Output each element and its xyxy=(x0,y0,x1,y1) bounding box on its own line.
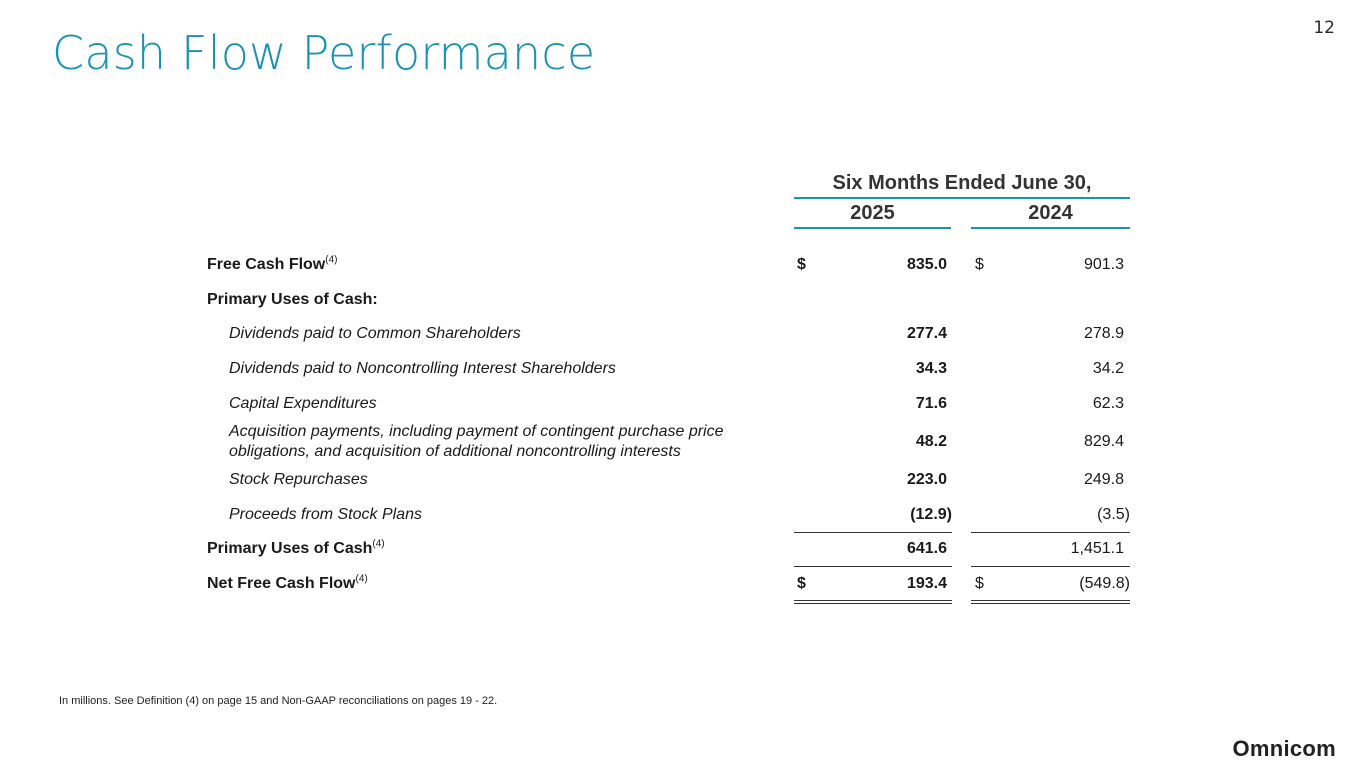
currency-symbol-2024: $ xyxy=(975,575,984,592)
table-row xyxy=(0,358,1365,380)
value-2025: 34.3 xyxy=(915,360,947,377)
subtotal-rule-2025 xyxy=(794,532,952,533)
table-row-net-free-cash-flow xyxy=(0,573,1365,595)
value-2024: 278.9 xyxy=(1083,325,1124,342)
total-rule-2024 xyxy=(971,566,1130,567)
subtotal-rule-2024 xyxy=(971,532,1130,533)
row-label: Primary Uses of Cash$^{(4)}$ xyxy=(207,538,385,557)
currency-symbol-2024: $ xyxy=(975,256,984,273)
value-2024: 62.3 xyxy=(1092,395,1124,412)
value-2025: 277.4 xyxy=(906,325,947,342)
row-label: Capital Expenditures xyxy=(229,395,377,412)
row-label: Proceeds from Stock Plans xyxy=(229,506,422,523)
year-header-2025: 2025 xyxy=(794,202,951,229)
row-label: Free Cash Flow$^{(4)}$ xyxy=(207,254,338,273)
value-2024: 1,451.1 xyxy=(1070,540,1124,557)
table-row xyxy=(0,393,1365,415)
page-title: Cash Flow Performance xyxy=(52,26,596,80)
value-2025: 48.2 xyxy=(915,433,947,450)
page-number: 12 xyxy=(1313,18,1335,38)
value-2024: (549.8) xyxy=(1079,575,1130,592)
year-header-2024: 2024 xyxy=(971,202,1130,229)
value-2025: 193.4 xyxy=(906,575,947,592)
value-2024: 901.3 xyxy=(1083,256,1124,273)
value-2025: 835.0 xyxy=(906,256,947,273)
table-row xyxy=(0,469,1365,491)
value-2024: 249.8 xyxy=(1083,471,1124,488)
value-2024: 34.2 xyxy=(1092,360,1124,377)
table-row-section-header xyxy=(0,289,1365,311)
row-label: Stock Repurchases xyxy=(229,471,368,488)
value-2024: (3.5) xyxy=(1097,506,1130,523)
value-2025: 641.6 xyxy=(906,540,947,557)
row-label: Dividends paid to Noncontrolling Interest Shareholders xyxy=(229,360,616,377)
company-logo: Omnicom xyxy=(1232,736,1336,761)
table-row xyxy=(0,504,1365,526)
value-2025: 223.0 xyxy=(906,471,947,488)
table-row xyxy=(0,323,1365,345)
row-label: Dividends paid to Common Shareholders xyxy=(229,325,521,342)
value-2024: 829.4 xyxy=(1083,433,1124,450)
period-header: Six Months Ended June 30, xyxy=(794,172,1130,199)
double-rule-2024 xyxy=(971,600,1130,604)
table-row-total-uses xyxy=(0,538,1365,560)
table-row xyxy=(0,421,1365,463)
value-2025: 71.6 xyxy=(915,395,947,412)
row-label: Primary Uses of Cash: xyxy=(207,291,378,308)
currency-symbol-2025: $ xyxy=(797,575,806,592)
row-label: Acquisition payments, including payment of contingent purchase price obligations, and acquisition of additional noncontrolling interests xyxy=(229,423,724,460)
footnote: In millions. See Definition (4) on page 15 and Non-GAAP reconciliations on pages 19 - 22. xyxy=(59,695,498,707)
double-rule-2025 xyxy=(794,600,952,604)
value-2025: (12.9) xyxy=(910,506,952,523)
table-row-free-cash-flow xyxy=(0,254,1365,276)
row-label: Net Free Cash Flow$^{(4)}$ xyxy=(207,573,368,592)
total-rule-2025 xyxy=(794,566,952,567)
currency-symbol-2025: $ xyxy=(797,256,806,273)
